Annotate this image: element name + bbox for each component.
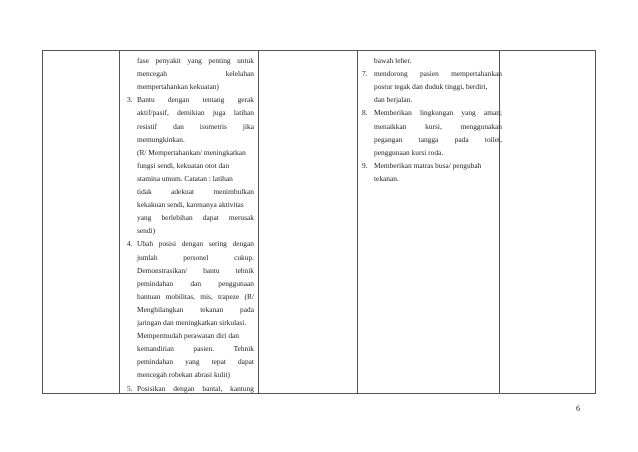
- word: dan: [190, 278, 202, 288]
- word: dengan: [173, 383, 195, 393]
- text-line: [137, 292, 254, 301]
- text-line: [137, 357, 254, 366]
- word: aktif/pasif,: [137, 108, 169, 118]
- word: Menghilangkan: [137, 304, 184, 314]
- word: jumlah: [137, 252, 158, 262]
- word: pasien.: [193, 344, 215, 354]
- text-line: Mempermudah perawatan diri dan: [137, 331, 239, 341]
- text-line: stamina umum. Catatan : latihan: [137, 173, 233, 183]
- care-plan-table: [42, 50, 596, 394]
- word: dan: [173, 121, 184, 131]
- list-number: 9.: [362, 160, 368, 170]
- word: gerak: [237, 95, 254, 105]
- word: dapat: [202, 213, 219, 223]
- word: juga: [212, 108, 226, 118]
- word: Ubah: [137, 239, 154, 249]
- word: tangga: [418, 134, 439, 144]
- text-line: Memberikan matras busa/ pengubah: [374, 160, 482, 170]
- list-number: 8.: [362, 108, 368, 118]
- text-line: jaringan dan meningkatkan sirkulasi.: [137, 318, 247, 327]
- word: (R/: [244, 291, 254, 301]
- text-line: kekakuan sendi, karenanya aktivitas: [137, 200, 244, 210]
- text-line: [137, 108, 254, 117]
- word: bantuan: [137, 291, 161, 301]
- text-line: [137, 344, 254, 353]
- word: jika: [242, 121, 254, 131]
- word: Tehnik: [233, 344, 254, 354]
- word: pemindahan: [137, 357, 174, 367]
- text-line: fungsi sendi, kekuatan otot dan: [137, 160, 230, 170]
- word: tepat: [211, 357, 226, 367]
- word: yang: [185, 357, 200, 367]
- word: dapat: [237, 357, 254, 367]
- word: menggunakan: [460, 121, 502, 131]
- word: kemandirian: [137, 344, 174, 354]
- text-line: [137, 305, 254, 314]
- word: Demonstrasikan/: [137, 265, 188, 275]
- word: mencegah: [137, 69, 167, 79]
- word: sering: [208, 239, 227, 249]
- word: pemindahan: [137, 278, 174, 288]
- column-divider: [357, 51, 358, 393]
- word: mendorong: [374, 69, 408, 79]
- list-number: 3.: [127, 95, 133, 105]
- text-line: postur tegak dan duduk tinggi, berdiri,: [374, 82, 488, 92]
- word: posisi: [158, 239, 176, 249]
- word: latihan: [233, 108, 254, 118]
- word: cukup.: [234, 252, 254, 262]
- word: Bantu: [137, 95, 155, 105]
- word: pada: [240, 304, 254, 314]
- text-line: [137, 279, 254, 288]
- text-line: [137, 69, 254, 78]
- word: untuk: [237, 56, 254, 65]
- word: tekanan: [200, 304, 224, 314]
- text-line: bawah leher.: [374, 56, 412, 65]
- word: resistif: [137, 121, 158, 131]
- word: yang: [187, 56, 202, 65]
- list-number: 4.: [127, 239, 133, 249]
- text-line: [137, 213, 254, 222]
- word: toilet,: [484, 134, 502, 144]
- text-line: [137, 384, 254, 393]
- text-line: dan berjalan.: [374, 95, 413, 105]
- word: merusak: [228, 213, 254, 223]
- word: yang: [461, 108, 476, 118]
- word: bantu: [203, 265, 220, 275]
- word: dengan: [181, 239, 204, 249]
- word: mis,: [200, 291, 213, 301]
- text-line: [374, 135, 502, 144]
- text-line: [137, 266, 254, 275]
- text-line: memungkinkan.: [137, 134, 185, 144]
- word: penyakit: [155, 56, 181, 65]
- text-line: [374, 122, 502, 131]
- text-line: [137, 122, 254, 131]
- text-line: penggunaan kursi roda.: [374, 147, 444, 157]
- word: pada: [454, 134, 469, 144]
- word: Posisikan: [137, 383, 166, 393]
- text-line: tekanan.: [374, 173, 399, 183]
- text-line: mencegah robekan abrasi kulit): [137, 370, 230, 380]
- page-number: 6: [576, 404, 580, 413]
- column-divider: [258, 51, 259, 393]
- word: demikian: [177, 108, 205, 118]
- text-line: [137, 253, 254, 262]
- word: penting: [208, 56, 231, 65]
- word: dengan: [167, 95, 190, 105]
- column-divider: [119, 51, 120, 393]
- word: lingkungan: [419, 108, 454, 118]
- text-line: (R/ Mempertahankan/ meningkatkan: [137, 147, 246, 157]
- word: dengan: [232, 239, 254, 249]
- word: menimbulkan: [213, 187, 254, 196]
- word: berlebihan: [161, 213, 193, 223]
- word: bantal,: [202, 383, 223, 393]
- word: adekuat: [171, 187, 195, 196]
- text-line: mempertahankan kekuatan): [137, 82, 219, 92]
- word: mempertahankan: [451, 69, 502, 79]
- word: tidak: [137, 187, 152, 196]
- text-line: [137, 239, 254, 248]
- word: isometris: [199, 121, 227, 131]
- word: mobilitas,: [165, 291, 195, 301]
- text-line: sendi): [137, 226, 156, 236]
- word: fase: [137, 56, 149, 65]
- word: personel: [183, 252, 209, 262]
- word: kelelahan: [225, 69, 254, 79]
- text-line: [374, 69, 502, 78]
- text-line: [374, 108, 502, 117]
- word: yang: [137, 213, 152, 223]
- word: aman;: [483, 108, 502, 118]
- text-line: [137, 187, 254, 196]
- list-number: 5.: [127, 383, 133, 393]
- word: tehnik: [235, 265, 254, 275]
- word: kantung: [230, 383, 254, 393]
- word: penggunaan: [218, 278, 254, 288]
- word: trapeze: [217, 291, 240, 301]
- word: menaikkan: [374, 121, 407, 131]
- list-number: 7.: [362, 69, 368, 79]
- word: pegangan: [374, 134, 403, 144]
- word: pasien: [419, 69, 439, 79]
- text-line: [137, 56, 254, 65]
- word: Memberikan: [374, 108, 412, 118]
- word: kursi,: [425, 121, 442, 131]
- word: tentang: [202, 95, 225, 105]
- text-line: [137, 95, 254, 104]
